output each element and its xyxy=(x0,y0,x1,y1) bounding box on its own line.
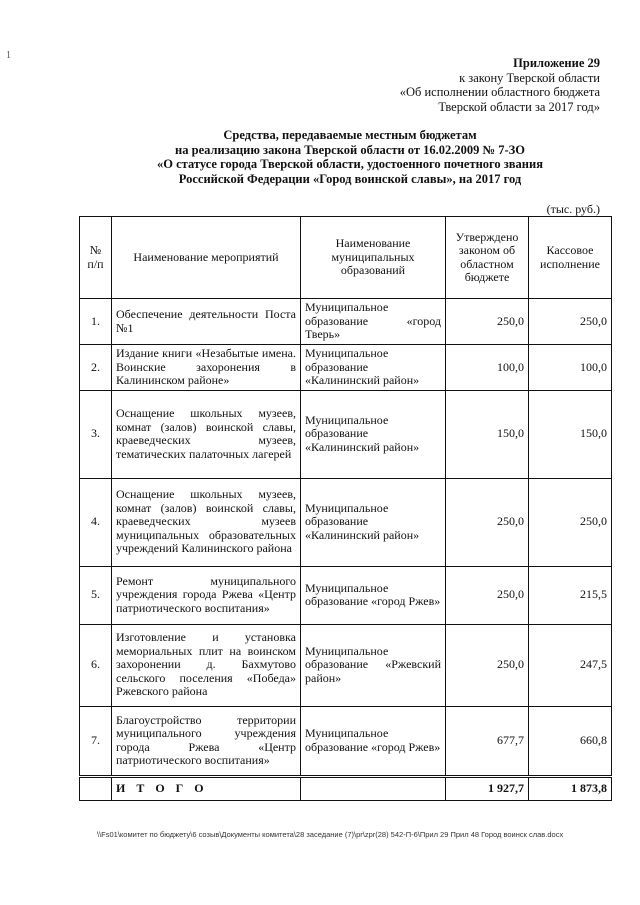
total-label: И Т О Г О xyxy=(112,776,301,800)
row-municipality: Муниципальное образование «Калининский район» xyxy=(301,390,446,478)
row-executed: 660,8 xyxy=(529,706,612,776)
row-approved: 100,0 xyxy=(446,345,529,391)
row-activity: Издание книги «Незабытые имена. Воинские захоронения в Калининском районе» xyxy=(112,345,301,391)
row-number: 5. xyxy=(80,566,112,624)
row-activity: Оснащение школьных музеев, комнат (залов) воинской славы, краеведческих музеев муниципальных образовательных учреждений Калининского района xyxy=(112,478,301,566)
row-approved: 250,0 xyxy=(446,566,529,624)
total-row xyxy=(80,776,612,800)
header-number: № п/п xyxy=(80,217,112,299)
row-approved: 250,0 xyxy=(446,624,529,706)
table-header-row xyxy=(80,217,612,299)
appendix-line: Тверской области за 2017 год» xyxy=(438,99,600,114)
appendix-header xyxy=(400,56,600,114)
title-line: Средства, передаваемые местным бюджетам xyxy=(223,128,477,142)
row-activity: Ремонт муниципального учреждения города Ржева «Центр патриотического воспитания» xyxy=(112,566,301,624)
row-number: 1. xyxy=(80,299,112,345)
row-number: 3. xyxy=(80,390,112,478)
row-municipality: Муниципальное образование «город Тверь» xyxy=(301,299,446,345)
row-approved: 677,7 xyxy=(446,706,529,776)
row-executed: 150,0 xyxy=(529,390,612,478)
row-executed: 250,0 xyxy=(529,299,612,345)
header-municipality: Наименование муниципальных образований xyxy=(301,217,446,299)
row-executed: 100,0 xyxy=(529,345,612,391)
row-approved: 250,0 xyxy=(446,299,529,345)
header-executed: Кассовое исполнение xyxy=(529,217,612,299)
row-approved: 150,0 xyxy=(446,390,529,478)
units-label: (тыс. руб.) xyxy=(546,202,600,216)
row-municipality: Муниципальное образование «город Ржев» xyxy=(301,566,446,624)
row-municipality: Муниципальное образование «Калининский район» xyxy=(301,345,446,391)
row-activity: Благоустройство территории муниципального учреждения города Ржева «Центр патриотического воспитания» xyxy=(112,706,301,776)
row-approved: 250,0 xyxy=(446,478,529,566)
row-municipality: Муниципальное образование «Калининский район» xyxy=(301,478,446,566)
page-mark: 1 xyxy=(6,50,11,61)
row-executed: 215,5 xyxy=(529,566,612,624)
row-number: 6. xyxy=(80,624,112,706)
row-activity: Обеспечение деятельности Поста №1 xyxy=(112,299,301,345)
budget-table xyxy=(79,216,612,801)
total-executed: 1 873,8 xyxy=(529,776,612,800)
table-row xyxy=(80,345,612,391)
title-line: Российской Федерации «Город воинской славы», на 2017 год xyxy=(178,171,522,186)
row-executed: 247,5 xyxy=(529,624,612,706)
row-municipality: Муниципальное образование «Ржевский район» xyxy=(301,624,446,706)
table-row xyxy=(80,706,612,776)
document-title xyxy=(100,128,600,186)
table-row xyxy=(80,566,612,624)
table-row xyxy=(80,624,612,706)
row-executed: 250,0 xyxy=(529,478,612,566)
file-path-footer: \\Fs01\комитет по бюджету\6 созыв\Документы комитета\28 заседание (7)\pr\zpr(28) 542-П-6\Прил 29 Прил 48 Город воинск слав.docx xyxy=(97,830,564,839)
header-approved: Утверждено законом об областном бюджете xyxy=(446,217,529,299)
row-activity: Оснащение школьных музеев, комнат (залов) воинской славы, краеведческих музеев, тематических палаточных лагерей xyxy=(112,390,301,478)
row-number: 2. xyxy=(80,345,112,391)
table-row xyxy=(80,390,612,478)
header-activity: Наименование мероприятий xyxy=(112,217,301,299)
appendix-line: «Об исполнении областного бюджета xyxy=(399,85,600,99)
appendix-title: Приложение 29 xyxy=(513,56,600,70)
row-activity: Изготовление и установка мемориальных плит на воинском захоронении д. Бахмутово сельского поселения «Победа» Ржевского района xyxy=(112,624,301,706)
row-number: 4. xyxy=(80,478,112,566)
total-approved: 1 927,7 xyxy=(446,776,529,800)
title-line: «О статусе города Тверской области, удостоенного почетного звания xyxy=(157,157,543,171)
table-row xyxy=(80,299,612,345)
row-number: 7. xyxy=(80,706,112,776)
table-row xyxy=(80,478,612,566)
row-municipality: Муниципальное образование «город Ржев» xyxy=(301,706,446,776)
title-line: на реализацию закона Тверской области от 16.02.2009 № 7-ЗО xyxy=(175,142,525,157)
appendix-line: к закону Тверской области xyxy=(459,70,600,85)
